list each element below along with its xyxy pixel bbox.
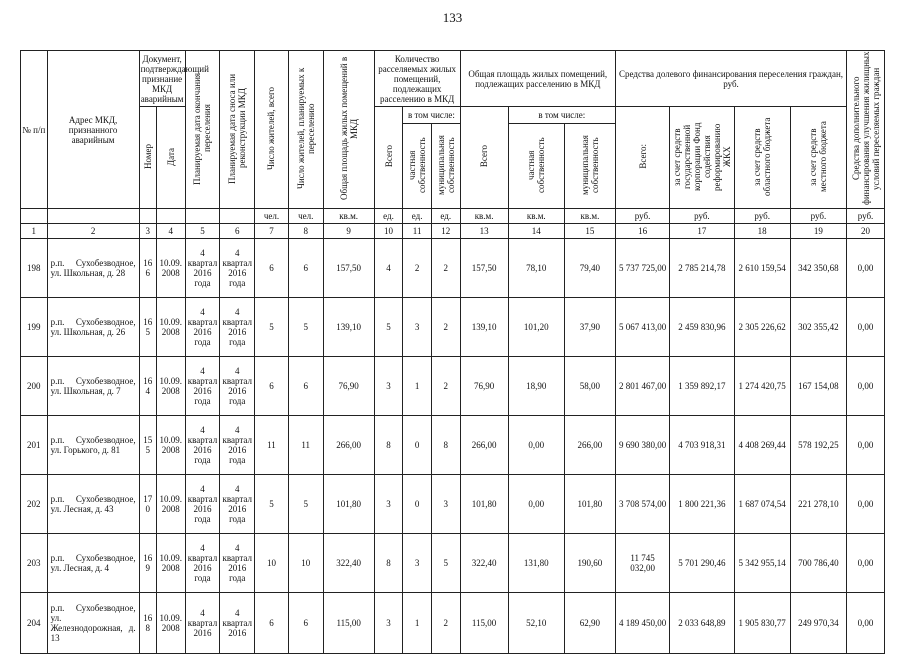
- cell-area-priv: 0,00: [508, 416, 564, 475]
- cell-f-loc: 302 355,42: [790, 298, 846, 357]
- cell-f-fund: 1 800 221,36: [670, 475, 734, 534]
- cell-demo: 4 квартал 2016 года: [220, 534, 255, 593]
- cell-f-reg: 2 305 226,62: [734, 298, 790, 357]
- header-area-municipal: муниципальная собственность: [579, 134, 600, 195]
- cell-res-plan: 6: [288, 357, 323, 416]
- header-area-including: в том числе:: [508, 107, 615, 124]
- cell-f-fund: 2 785 214,78: [670, 239, 734, 298]
- header-including: в том числе:: [403, 107, 460, 124]
- cell-f-add: 0,00: [847, 593, 885, 654]
- cell-prem-priv: 2: [403, 239, 432, 298]
- cell-res-plan: 5: [288, 298, 323, 357]
- cell-prem-mun: 2: [431, 239, 460, 298]
- header-planned-demolition: Планируемая дата сноса или реконструкции МКД: [227, 73, 248, 184]
- header-planned-end: Планируемая дата окончания переселения: [192, 72, 213, 185]
- cell-doc-num: 17 0: [139, 475, 156, 534]
- cell-res-total: 11: [255, 416, 289, 475]
- cell-f-reg: 5 342 955,14: [734, 534, 790, 593]
- cell-area: 101,80: [323, 475, 374, 534]
- header-num: № п/п: [21, 51, 48, 209]
- table-row: [21, 475, 885, 534]
- cell-area-mun: 79,40: [564, 239, 615, 298]
- cell-date: 10.09. 2008: [156, 593, 185, 654]
- cell-area: 76,90: [323, 357, 374, 416]
- cell-end: 4 квартал 2016 года: [185, 416, 220, 475]
- cell-prem-total: 3: [374, 593, 403, 654]
- cell-area-mun: 101,80: [564, 475, 615, 534]
- header-doc-number: Номер: [142, 143, 153, 170]
- cell-doc-num: 16 5: [139, 298, 156, 357]
- cell-demo: 4 квартал 2016 года: [220, 475, 255, 534]
- cell-f-fund: 2 459 830,96: [670, 298, 734, 357]
- table-row: [21, 534, 885, 593]
- header-area-private: частная собственность: [526, 136, 547, 193]
- cell-end: 4 квартал 2016 года: [185, 239, 220, 298]
- resettlement-table: [20, 50, 885, 654]
- cell-prem-mun: 2: [431, 593, 460, 654]
- cell-demo: 4 квартал 2016 года: [220, 357, 255, 416]
- cell-prem-priv: 0: [403, 475, 432, 534]
- cell-end: 4 квартал 2016 года: [185, 298, 220, 357]
- cell-area: 322,40: [323, 534, 374, 593]
- cell-prem-mun: 2: [431, 298, 460, 357]
- header-total-area: Общая площадь жилых помещений в МКД: [338, 56, 359, 201]
- cell-res-total: 5: [255, 475, 289, 534]
- header-funds-regional: за счет средств областного бюджета: [752, 117, 773, 196]
- cell-prem-mun: 8: [431, 416, 460, 475]
- cell-date: 10.09. 2008: [156, 534, 185, 593]
- cell-area-total: 115,00: [460, 593, 508, 654]
- cell-addr: р.п. Сухобезводное, ул. Лесная, д. 43: [47, 475, 139, 534]
- header-area-total: Всего: [479, 145, 490, 168]
- cell-date: 10.09. 2008: [156, 239, 185, 298]
- header-residents-planned: Число жителей, планируемых к переселению: [295, 67, 316, 190]
- cell-date: 10.09. 2008: [156, 416, 185, 475]
- cell-area-priv: 52,10: [508, 593, 564, 654]
- cell-area-priv: 18,90: [508, 357, 564, 416]
- cell-area-total: 322,40: [460, 534, 508, 593]
- cell-res-plan: 6: [288, 593, 323, 654]
- cell-area-mun: 266,00: [564, 416, 615, 475]
- cell-n: 199: [21, 298, 48, 357]
- cell-area: 266,00: [323, 416, 374, 475]
- header-funds-section: Средства долевого финансирования переселения граждан, руб.: [615, 51, 846, 107]
- cell-prem-total: 5: [374, 298, 403, 357]
- cell-f-loc: 342 350,68: [790, 239, 846, 298]
- header-municipal: муниципальная собственность: [435, 134, 456, 195]
- cell-n: 198: [21, 239, 48, 298]
- cell-area-mun: 190,60: [564, 534, 615, 593]
- page-number: 133: [442, 10, 463, 25]
- cell-prem-priv: 1: [403, 357, 432, 416]
- cell-doc-num: 16 4: [139, 357, 156, 416]
- cell-f-total: 9 690 380,00: [615, 416, 669, 475]
- cell-addr: р.п. Сухобезводное, ул. Школьная, д. 26: [47, 298, 139, 357]
- cell-f-reg: 1 274 420,75: [734, 357, 790, 416]
- cell-addr: р.п. Сухобезводное, ул. Железнодорожная, д. 13: [47, 593, 139, 654]
- cell-f-total: 5 737 725,00: [615, 239, 669, 298]
- cell-n: 203: [21, 534, 48, 593]
- cell-doc-num: 15 5: [139, 416, 156, 475]
- cell-prem-total: 8: [374, 416, 403, 475]
- cell-f-add: 0,00: [847, 416, 885, 475]
- cell-f-reg: 1 687 074,54: [734, 475, 790, 534]
- cell-f-total: 11 745 032,00: [615, 534, 669, 593]
- cell-f-loc: 578 192,25: [790, 416, 846, 475]
- cell-f-fund: 2 033 648,89: [670, 593, 734, 654]
- cell-f-add: 0,00: [847, 475, 885, 534]
- table-body: [21, 239, 885, 654]
- cell-f-reg: 2 610 159,54: [734, 239, 790, 298]
- table-row: [21, 239, 885, 298]
- cell-f-total: 3 708 574,00: [615, 475, 669, 534]
- cell-area-priv: 131,80: [508, 534, 564, 593]
- cell-prem-total: 4: [374, 239, 403, 298]
- cell-demo: 4 квартал 2016: [220, 593, 255, 654]
- cell-prem-mun: 5: [431, 534, 460, 593]
- cell-area-total: 266,00: [460, 416, 508, 475]
- cell-prem-priv: 3: [403, 534, 432, 593]
- cell-f-total: 5 067 413,00: [615, 298, 669, 357]
- cell-area-mun: 62,90: [564, 593, 615, 654]
- cell-f-loc: 221 278,10: [790, 475, 846, 534]
- cell-end: 4 квартал 2016 года: [185, 475, 220, 534]
- cell-area-mun: 37,90: [564, 298, 615, 357]
- cell-n: 202: [21, 475, 48, 534]
- cell-f-add: 0,00: [847, 239, 885, 298]
- header-private: частная собственность: [407, 136, 428, 193]
- header-residents-total: Число жителей, всего: [266, 87, 277, 170]
- cell-f-fund: 4 703 918,31: [670, 416, 734, 475]
- header-area-section: Общая площадь жилых помещений, подлежащих расселению в МКД: [460, 51, 615, 107]
- header-doc-date: Дата: [165, 147, 176, 166]
- cell-f-loc: 249 970,34: [790, 593, 846, 654]
- header-address: Адрес МКД, признанного аварийным: [47, 51, 139, 209]
- cell-prem-total: 8: [374, 534, 403, 593]
- cell-f-fund: 5 701 290,46: [670, 534, 734, 593]
- cell-demo: 4 квартал 2016 года: [220, 298, 255, 357]
- cell-area-priv: 101,20: [508, 298, 564, 357]
- table-row: [21, 357, 885, 416]
- units-row: чел. чел. кв.м. ед. ед. ед. кв.м. кв.м. кв.м. руб. руб. руб. руб. руб.: [21, 209, 885, 224]
- cell-f-total: 4 189 450,00: [615, 593, 669, 654]
- cell-end: 4 квартал 2016 года: [185, 357, 220, 416]
- header-funds-fund: за счет средств государственной корпорации Фонд содействия реформированию ЖКХ: [671, 122, 732, 191]
- cell-f-loc: 700 786,40: [790, 534, 846, 593]
- cell-date: 10.09. 2008: [156, 475, 185, 534]
- header-premises-total: Всего: [383, 145, 394, 168]
- cell-area-mun: 58,00: [564, 357, 615, 416]
- cell-f-reg: 1 905 830,77: [734, 593, 790, 654]
- cell-end: 4 квартал 2016: [185, 593, 220, 654]
- cell-area: 157,50: [323, 239, 374, 298]
- cell-res-total: 6: [255, 593, 289, 654]
- cell-date: 10.09. 2008: [156, 298, 185, 357]
- cell-date: 10.09. 2008: [156, 357, 185, 416]
- cell-f-total: 2 801 467,00: [615, 357, 669, 416]
- cell-f-loc: 167 154,08: [790, 357, 846, 416]
- cell-n: 204: [21, 593, 48, 654]
- cell-end: 4 квартал 2016 года: [185, 534, 220, 593]
- cell-addr: р.п. Сухобезводное, ул. Лесная, д. 4: [47, 534, 139, 593]
- cell-prem-priv: 1: [403, 593, 432, 654]
- table-row: [21, 298, 885, 357]
- cell-f-add: 0,00: [847, 357, 885, 416]
- table-row: [21, 593, 885, 654]
- cell-demo: 4 квартал 2016 года: [220, 416, 255, 475]
- column-numbers-row: 1 2 3 4 5 6 7 8 9 10 11 12 13 14 15 16 17 18 19 20: [21, 224, 885, 239]
- cell-demo: 4 квартал 2016 года: [220, 239, 255, 298]
- cell-doc-num: 16 6: [139, 239, 156, 298]
- header-document: Документ, подтверждающий признание МКД аварийным: [139, 51, 185, 107]
- cell-addr: р.п. Сухобезводное, ул. Школьная, д. 28: [47, 239, 139, 298]
- cell-res-plan: 6: [288, 239, 323, 298]
- cell-area-total: 101,80: [460, 475, 508, 534]
- cell-f-fund: 1 359 892,17: [670, 357, 734, 416]
- header-premises-count: Количество расселяемых жилых помещений, подлежащих расселению в МКД: [374, 51, 460, 107]
- cell-prem-priv: 3: [403, 298, 432, 357]
- cell-res-plan: 11: [288, 416, 323, 475]
- cell-prem-priv: 0: [403, 416, 432, 475]
- header-funds-total: Всего:: [637, 144, 648, 169]
- cell-res-total: 6: [255, 239, 289, 298]
- cell-res-plan: 10: [288, 534, 323, 593]
- cell-area-total: 76,90: [460, 357, 508, 416]
- cell-f-add: 0,00: [847, 298, 885, 357]
- cell-area-priv: 0,00: [508, 475, 564, 534]
- cell-res-plan: 5: [288, 475, 323, 534]
- cell-f-reg: 4 408 269,44: [734, 416, 790, 475]
- cell-res-total: 6: [255, 357, 289, 416]
- cell-doc-num: 16 8: [139, 593, 156, 654]
- cell-area-priv: 78,10: [508, 239, 564, 298]
- cell-prem-total: 3: [374, 475, 403, 534]
- cell-addr: р.п. Сухобезводное, ул. Школьная, д. 7: [47, 357, 139, 416]
- header-funds-local: за счет средств местного бюджета: [808, 121, 829, 192]
- cell-prem-mun: 2: [431, 357, 460, 416]
- cell-n: 200: [21, 357, 48, 416]
- cell-area-total: 139,10: [460, 298, 508, 357]
- cell-prem-mun: 3: [431, 475, 460, 534]
- header-funds-additional: Средства дополнительного финансирования улучшения жилищных условий переселяемых граждан: [850, 51, 881, 206]
- cell-doc-num: 16 9: [139, 534, 156, 593]
- cell-area-total: 157,50: [460, 239, 508, 298]
- table-row: [21, 416, 885, 475]
- cell-f-add: 0,00: [847, 534, 885, 593]
- cell-res-total: 10: [255, 534, 289, 593]
- cell-addr: р.п. Сухобезводное, ул. Горького, д. 81: [47, 416, 139, 475]
- cell-area: 139,10: [323, 298, 374, 357]
- cell-res-total: 5: [255, 298, 289, 357]
- cell-n: 201: [21, 416, 48, 475]
- cell-prem-total: 3: [374, 357, 403, 416]
- cell-area: 115,00: [323, 593, 374, 654]
